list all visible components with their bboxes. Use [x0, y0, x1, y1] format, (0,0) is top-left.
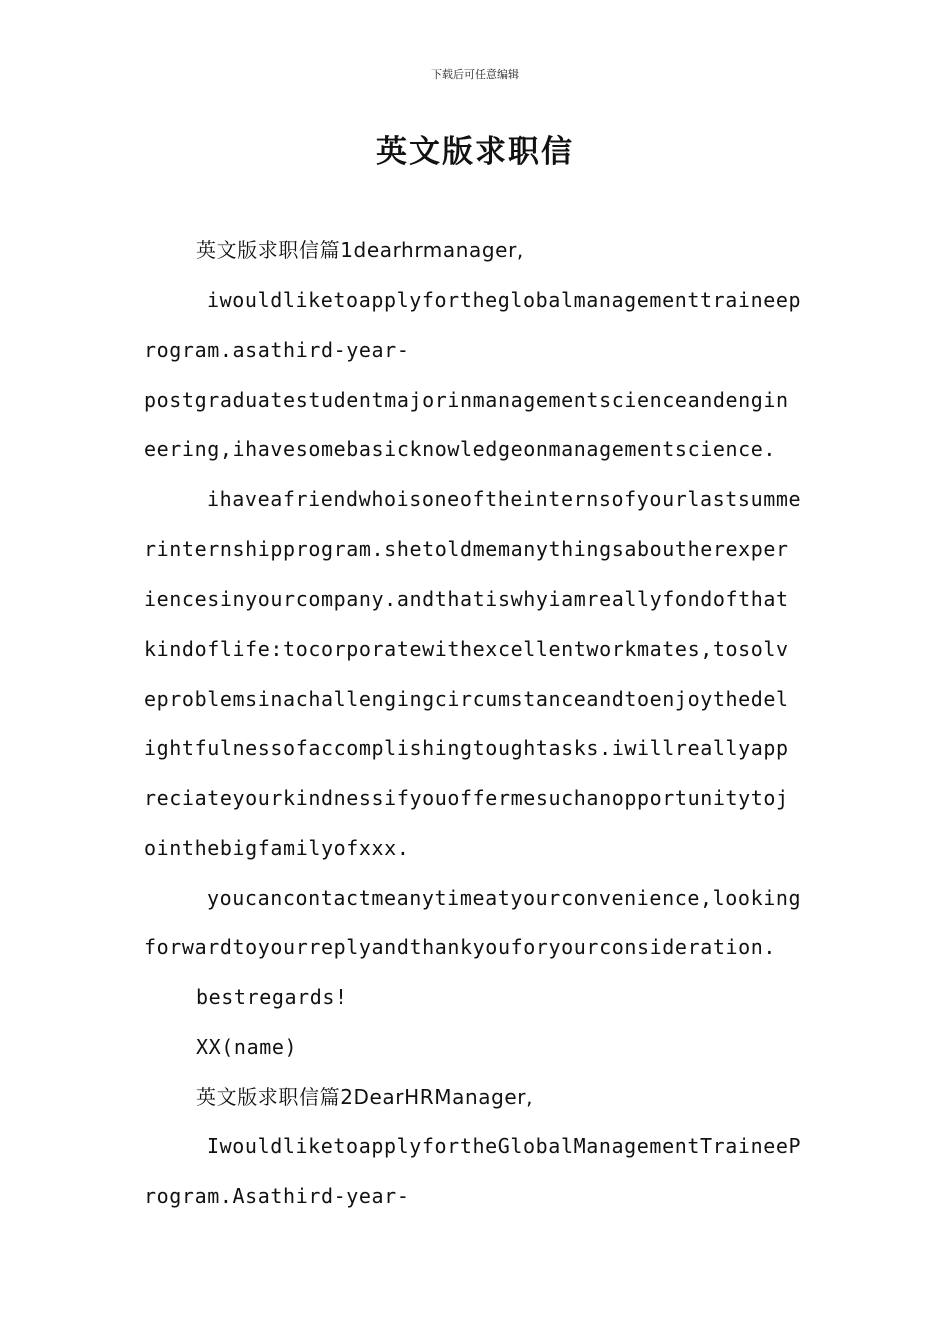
text-line: iwouldliketoapplyfortheglobalmanagementtraineep	[207, 288, 802, 312]
text-line: forwardtoyourreplyandthankyouforyourconsideration.	[144, 935, 777, 959]
text-line: eering,ihavesomebasicknowledgeonmanagementscience.	[144, 437, 777, 461]
text-line: iencesinyourcompany.andthatiswhyiamreallyfondofthat	[144, 587, 789, 611]
text-line: eproblemsinachallengingcircumstanceandtoenjoythedel	[144, 687, 789, 711]
paragraph-heading-2: 英文版求职信篇2DearHRManager,	[196, 1085, 534, 1109]
paragraph-heading-1: 英文版求职信篇1dearhrmanager,	[196, 238, 524, 262]
text-line: rogram.Asathird-year-	[144, 1184, 410, 1208]
text-line: youcancontactmeanytimeatyourconvenience,looking	[207, 886, 802, 910]
header-note: 下载后可任意编辑	[431, 68, 519, 81]
text-line: IwouldliketoapplyfortheGlobalManagementTraineeP	[207, 1134, 802, 1158]
text-line: ihaveafriendwhoisoneoftheinternsofyourlastsumme	[207, 487, 802, 511]
text-line: rogram.asathird-year-	[144, 338, 410, 362]
text-line: reciateyourkindnessifyouoffermesuchanopportunitytoj	[144, 786, 789, 810]
text-line: kindoflife:tocorporatewithexcellentworkmates,tosolv	[144, 637, 789, 661]
text-line: ightfulnessofaccomplishingtoughtasks.iwillreallyapp	[144, 736, 789, 760]
text-line: bestregards!	[196, 985, 348, 1009]
text-line: ointhebigfamilyofxxx.	[144, 836, 410, 860]
document-title: 英文版求职信	[376, 134, 574, 170]
text-line: rinternshipprogram.shetoldmemanythingsaboutherexper	[144, 537, 789, 561]
text-line: postgraduatestudentmajorinmanagementscienceandengin	[144, 388, 789, 412]
text-line: XX(name)	[196, 1035, 298, 1059]
